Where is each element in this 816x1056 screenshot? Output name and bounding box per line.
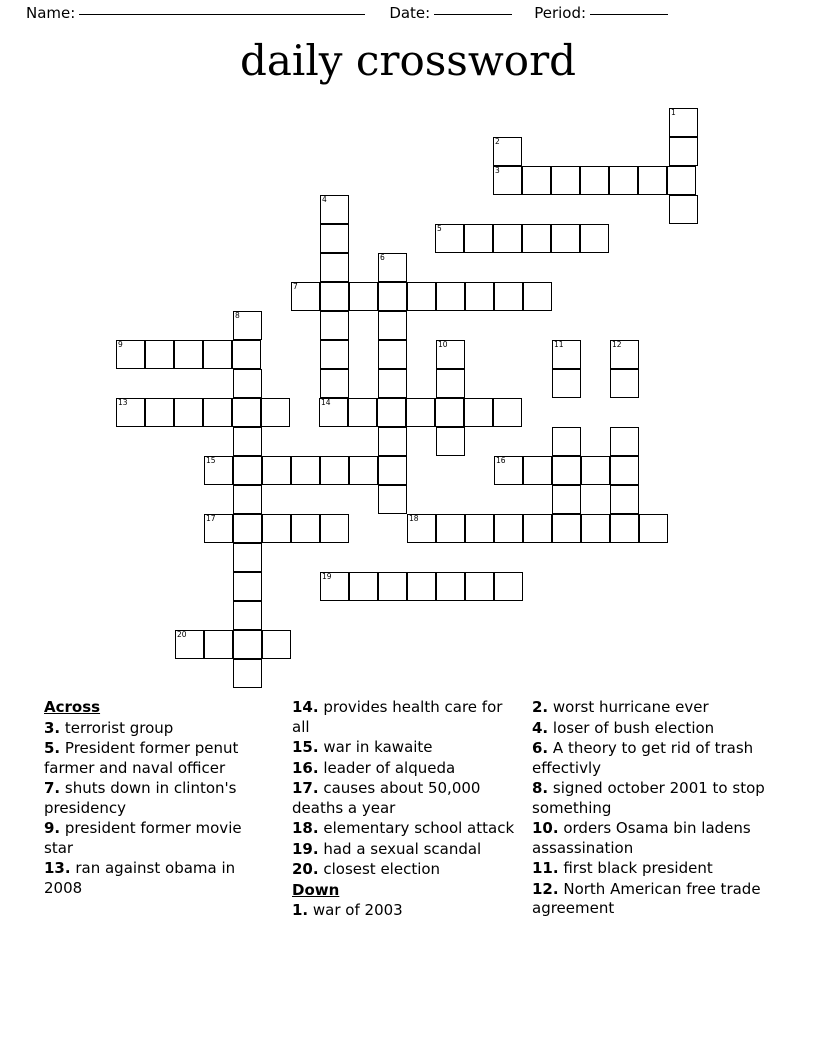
clue-item <box>292 819 522 839</box>
grid-cell[interactable] <box>145 398 174 427</box>
clues-column-2 <box>292 698 522 922</box>
grid-cell[interactable] <box>552 514 581 543</box>
grid-cell[interactable] <box>174 340 203 369</box>
grid-cell[interactable] <box>667 166 696 195</box>
clue-item <box>532 719 782 739</box>
clue-item <box>44 739 272 778</box>
clue-number: 9. <box>44 819 61 837</box>
grid-cell[interactable] <box>233 601 262 630</box>
grid-cell[interactable] <box>436 369 465 398</box>
grid-cell[interactable] <box>435 224 464 253</box>
grid-cell[interactable] <box>465 282 494 311</box>
grid-cell[interactable] <box>204 514 233 543</box>
grid-cell-number: 2 <box>495 137 500 146</box>
clue-text: war of 2003 <box>308 901 403 919</box>
grid-cell[interactable] <box>552 427 581 456</box>
grid-cell[interactable] <box>291 456 320 485</box>
clue-item <box>532 880 782 919</box>
grid-cell[interactable] <box>204 630 233 659</box>
grid-cell[interactable] <box>639 514 668 543</box>
grid-cell[interactable] <box>436 572 465 601</box>
grid-cell[interactable] <box>378 485 407 514</box>
grid-cell[interactable] <box>493 166 522 195</box>
grid-cell[interactable] <box>378 253 407 282</box>
clue-item <box>292 901 522 921</box>
clue-number: 10. <box>532 819 559 837</box>
grid-cell[interactable] <box>378 572 407 601</box>
grid-cell[interactable] <box>494 514 523 543</box>
grid-cell[interactable] <box>465 572 494 601</box>
clue-text: ran against obama in 2008 <box>44 859 236 897</box>
clue-number: 8. <box>532 779 549 797</box>
grid-cell[interactable] <box>552 485 581 514</box>
name-label: Name: <box>26 4 76 22</box>
clue-number: 12. <box>532 879 559 898</box>
grid-cell-number: 4 <box>322 195 327 204</box>
grid-cell-number: 11 <box>554 340 564 349</box>
grid-cell[interactable] <box>233 427 262 456</box>
grid-cell[interactable] <box>522 224 551 253</box>
grid-cell[interactable] <box>523 514 552 543</box>
grid-cell[interactable] <box>551 224 580 253</box>
grid-cell[interactable] <box>580 224 609 253</box>
grid-cell[interactable] <box>493 224 522 253</box>
clue-item <box>532 698 782 718</box>
grid-cell[interactable] <box>261 398 290 427</box>
grid-cell[interactable] <box>581 456 610 485</box>
grid-cell-number: 16 <box>496 456 506 465</box>
grid-cell[interactable] <box>233 514 262 543</box>
grid-cell[interactable] <box>523 456 552 485</box>
clue-number: 17. <box>292 779 319 797</box>
grid-cell[interactable] <box>552 369 581 398</box>
clue-number: 11. <box>532 859 559 877</box>
grid-cell[interactable] <box>378 282 407 311</box>
grid-cell[interactable] <box>233 311 262 340</box>
clue-item <box>292 738 522 758</box>
grid-cell[interactable] <box>551 166 580 195</box>
grid-cell[interactable] <box>116 340 145 369</box>
clue-item <box>44 859 272 898</box>
across-heading: Across <box>44 698 101 716</box>
clue-text: first black president <box>558 859 713 877</box>
grid-cell-number: 6 <box>380 253 385 262</box>
grid-cell[interactable] <box>610 456 639 485</box>
period-label: Period: <box>534 4 587 22</box>
clue-text: North American free trade agreement <box>532 879 761 917</box>
grid-cell[interactable] <box>320 514 349 543</box>
clue-text: terrorist group <box>60 718 174 737</box>
down-clues-part-1 <box>292 901 522 921</box>
grid-cell[interactable] <box>233 369 262 398</box>
clue-number: 1. <box>292 901 309 919</box>
clue-text: loser of bush election <box>548 718 715 737</box>
down-clues-part-2 <box>532 698 782 919</box>
grid-cell[interactable] <box>465 514 494 543</box>
grid-cell[interactable] <box>320 340 349 369</box>
grid-cell[interactable] <box>203 398 232 427</box>
grid-cell[interactable] <box>494 456 523 485</box>
clue-item <box>292 840 522 860</box>
clue-item <box>292 779 522 818</box>
grid-cell[interactable] <box>669 195 698 224</box>
clue-number: 4. <box>532 718 549 737</box>
grid-cell[interactable] <box>522 166 551 195</box>
grid-cell[interactable] <box>116 398 145 427</box>
grid-cell[interactable] <box>407 282 436 311</box>
clue-number: 13. <box>44 859 71 877</box>
grid-cell[interactable] <box>233 659 262 688</box>
clue-text: A theory to get rid of trash effectivly <box>532 739 754 777</box>
grid-cell[interactable] <box>493 398 522 427</box>
grid-cell[interactable] <box>233 572 262 601</box>
grid-cell[interactable] <box>669 108 698 137</box>
grid-cell[interactable] <box>580 166 609 195</box>
grid-cell[interactable] <box>262 630 291 659</box>
grid-cell-number: 15 <box>206 456 216 465</box>
grid-cell[interactable] <box>378 427 407 456</box>
grid-cell-number: 20 <box>177 630 187 639</box>
grid-cell[interactable] <box>320 224 349 253</box>
clue-number: 6. <box>532 739 549 757</box>
clue-number: 7. <box>44 779 61 797</box>
grid-cell[interactable] <box>609 166 638 195</box>
down-heading: Down <box>292 880 340 899</box>
grid-cell[interactable] <box>174 398 203 427</box>
grid-cell-number: 1 <box>671 108 676 117</box>
grid-cell[interactable] <box>436 282 465 311</box>
grid-cell-number: 17 <box>206 514 216 523</box>
clue-text: elementary school attack <box>318 819 515 837</box>
clue-number: 14. <box>292 698 319 716</box>
grid-cell[interactable] <box>233 485 262 514</box>
clues-column-1 <box>44 698 272 899</box>
clue-number: 3. <box>44 718 61 737</box>
grid-cell[interactable] <box>233 543 262 572</box>
grid-cell[interactable] <box>320 311 349 340</box>
clue-text: President former penut farmer and naval officer <box>44 739 239 777</box>
clue-text: war in kawaite <box>318 738 433 756</box>
grid-cell[interactable] <box>320 195 349 224</box>
clue-text: had a sexual scandal <box>318 839 482 858</box>
clue-text: worst hurricane ever <box>548 698 709 716</box>
clue-item <box>532 779 782 818</box>
clue-item <box>292 698 522 737</box>
grid-cell[interactable] <box>610 369 639 398</box>
grid-cell[interactable] <box>406 398 435 427</box>
grid-cell[interactable] <box>610 514 639 543</box>
grid-cell[interactable] <box>349 572 378 601</box>
clue-text: shuts down in clinton's presidency <box>44 779 237 817</box>
grid-cell[interactable] <box>232 340 261 369</box>
grid-cell-number: 13 <box>118 398 128 407</box>
clues-container <box>44 698 784 978</box>
grid-cell[interactable] <box>494 572 523 601</box>
grid-cell[interactable] <box>610 340 639 369</box>
grid-cell[interactable] <box>407 514 436 543</box>
clue-item <box>292 860 522 880</box>
clue-item <box>532 859 782 879</box>
grid-cell[interactable] <box>436 514 465 543</box>
grid-cell[interactable] <box>464 224 493 253</box>
grid-cell[interactable] <box>233 456 262 485</box>
grid-cell[interactable] <box>232 398 261 427</box>
grid-cell[interactable] <box>204 456 233 485</box>
grid-cell-number: 8 <box>235 311 240 320</box>
clue-item <box>44 819 272 858</box>
grid-cell[interactable] <box>291 282 320 311</box>
grid-cell[interactable] <box>378 311 407 340</box>
grid-cell[interactable] <box>377 398 406 427</box>
clue-text: orders Osama bin ladens assassination <box>532 819 751 857</box>
grid-cell[interactable] <box>291 514 320 543</box>
clue-number: 2. <box>532 698 549 716</box>
clue-number: 18. <box>292 819 319 837</box>
clue-text: provides health care for all <box>292 698 503 736</box>
grid-cell[interactable] <box>319 398 348 427</box>
date-label: Date: <box>389 4 431 22</box>
grid-cell[interactable] <box>435 398 464 427</box>
grid-cell[interactable] <box>320 282 349 311</box>
grid-cell[interactable] <box>493 137 522 166</box>
grid-cell[interactable] <box>638 166 667 195</box>
grid-cell[interactable] <box>262 514 291 543</box>
across-clues-part-1 <box>44 719 272 899</box>
grid-cell[interactable] <box>610 485 639 514</box>
clue-text: president former movie star <box>44 819 242 857</box>
clue-text: leader of alqueda <box>318 758 456 777</box>
grid-cell[interactable] <box>610 427 639 456</box>
grid-cell[interactable] <box>320 572 349 601</box>
clue-item <box>44 779 272 818</box>
clue-number: 5. <box>44 739 61 757</box>
grid-cell[interactable] <box>378 369 407 398</box>
grid-cell-number: 18 <box>409 514 419 523</box>
grid-cell[interactable] <box>552 340 581 369</box>
grid-cell[interactable] <box>581 514 610 543</box>
clues-column-3 <box>532 698 782 920</box>
grid-cell[interactable] <box>669 137 698 166</box>
grid-cell[interactable] <box>349 282 378 311</box>
grid-cell[interactable] <box>552 456 581 485</box>
grid-cell[interactable] <box>203 340 232 369</box>
clue-number: 16. <box>292 758 319 777</box>
clue-text: signed october 2001 to stop something <box>532 779 765 817</box>
grid-cell[interactable] <box>320 369 349 398</box>
grid-cell[interactable] <box>348 398 377 427</box>
grid-cell[interactable] <box>407 572 436 601</box>
clue-item <box>292 759 522 779</box>
grid-cell-number: 9 <box>118 340 123 349</box>
across-clues-part-2 <box>292 698 522 880</box>
grid-cell[interactable] <box>378 456 407 485</box>
grid-cell-number: 5 <box>437 224 442 233</box>
clue-item <box>44 719 272 739</box>
grid-cell[interactable] <box>349 456 378 485</box>
clue-text: causes about 50,000 deaths a year <box>292 779 481 817</box>
grid-cell[interactable] <box>436 340 465 369</box>
grid-cell[interactable] <box>320 456 349 485</box>
clue-number: 19. <box>292 839 319 858</box>
clue-number: 20. <box>292 860 319 878</box>
grid-cell-number: 10 <box>438 340 448 349</box>
grid-cell[interactable] <box>233 630 262 659</box>
grid-cell[interactable] <box>523 282 552 311</box>
grid-cell[interactable] <box>145 340 174 369</box>
grid-cell-number: 19 <box>322 572 332 581</box>
grid-cell-number: 12 <box>612 340 622 349</box>
grid-cell[interactable] <box>378 340 407 369</box>
grid-cell[interactable] <box>262 456 291 485</box>
clue-number: 15. <box>292 738 319 756</box>
grid-cell[interactable] <box>494 282 523 311</box>
page-title: daily crossword <box>239 36 577 85</box>
clue-item <box>532 739 782 778</box>
grid-cell-number: 7 <box>293 282 298 291</box>
grid-cell[interactable] <box>436 427 465 456</box>
grid-cell[interactable] <box>175 630 204 659</box>
grid-cell-number: 3 <box>495 166 500 175</box>
grid-cell-number: 14 <box>321 398 331 407</box>
clue-text: closest election <box>318 860 441 878</box>
grid-cell[interactable] <box>464 398 493 427</box>
grid-cell[interactable] <box>320 253 349 282</box>
clue-item <box>532 819 782 858</box>
